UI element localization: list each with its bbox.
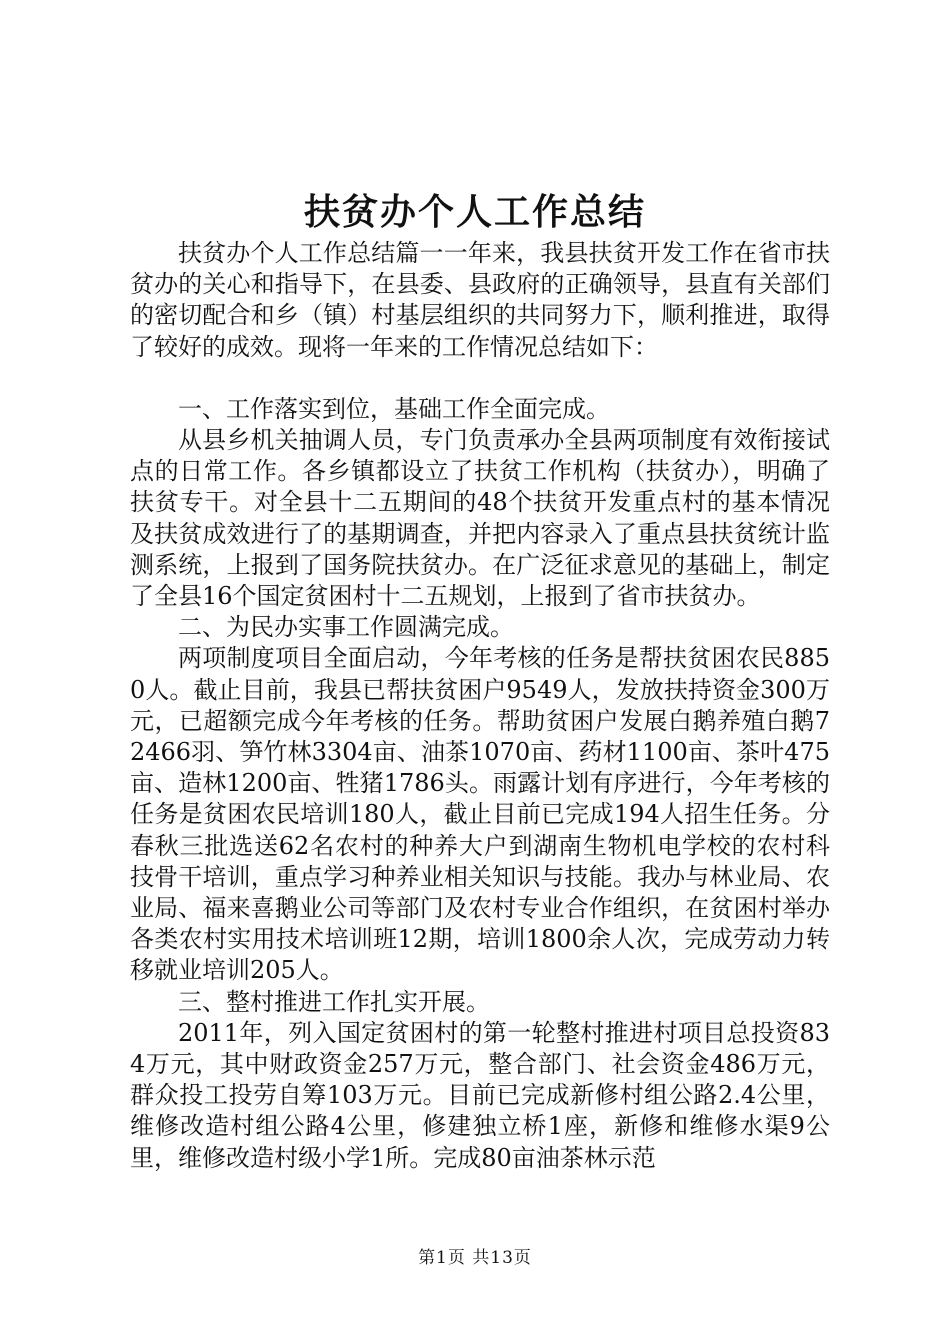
paragraph-spacer — [130, 363, 830, 394]
document-title: 扶贫办个人工作总结 — [303, 192, 646, 233]
page-indicator: 第1页 共13页 — [418, 1248, 532, 1268]
section-body-1: 从县乡机关抽调人员，专门负责承办全县两项制度有效衔接试点的日常工作。各乡镇都设立了扶贫工作机构（扶贫办），明确了扶贫专干。对全县十二五期间的48个扶贫开发重点村的基本情况及扶贫成效进行了的基期调查，并把内容录入了重点县扶贫统计监测系统，上报到了国务院扶贫办。在广泛征求意见的基础上，制定了全县16个国定贫困村十二五规划，上报到了省市扶贫办。 — [130, 426, 830, 611]
section-heading-2: 二、为民办实事工作圆满完成。 — [178, 613, 514, 642]
section-heading-1: 一、工作落实到位，基础工作全面完成。 — [178, 394, 610, 423]
document-body — [130, 238, 830, 1174]
section-body-2: 两项制度项目全面启动，今年考核的任务是帮扶贫困农民8850人。截止目前，我县已帮扶贫困户9549人，发放扶持资金300万元，已超额完成今年考核的任务。帮助贫困户发展白鹅养殖白鹅72466羽、笋竹林3304亩、油茶1070亩、药材1100亩、茶叶475亩、造林1200亩、牲猪1786头。雨露计划有序进行，今年考核的任务是贫困农民培训180人，截止目前已完成194人招生任务。分春秋三批选送62名农村的种养大户到湖南生物机电学校的农村科技骨干培训，重点学习种养业相关知识与技能。我办与林业局、农业局、福来喜鹅业公司等部门及农村专业合作组织，在贫困村举办各类农村实用技术培训班12期，培训1800余人次，完成劳动力转移就业培训205人。 — [130, 644, 830, 985]
section-heading-3: 三、整村推进工作扎实开展。 — [178, 987, 490, 1016]
section-body-3: 2011年，列入国定贫困村的第一轮整村推进村项目总投资834万元，其中财政资金257万元，整合部门、社会资金486万元，群众投工投劳自筹103万元。目前已完成新修村组公路2.4公里，维修改造村组公路4公里，修建独立桥1座，新修和维修水渠9公里，维修改造村级小学1所。完成80亩油茶林示范 — [130, 1018, 830, 1172]
intro-paragraph: 扶贫办个人工作总结篇一一年来，我县扶贫开发工作在省市扶贫办的关心和指导下，在县委、县政府的正确领导，县直有关部们的密切配合和乡（镇）村基层组织的共同努力下，顺利推进，取得了较好的成效。现将一年来的工作情况总结如下： — [130, 239, 830, 361]
